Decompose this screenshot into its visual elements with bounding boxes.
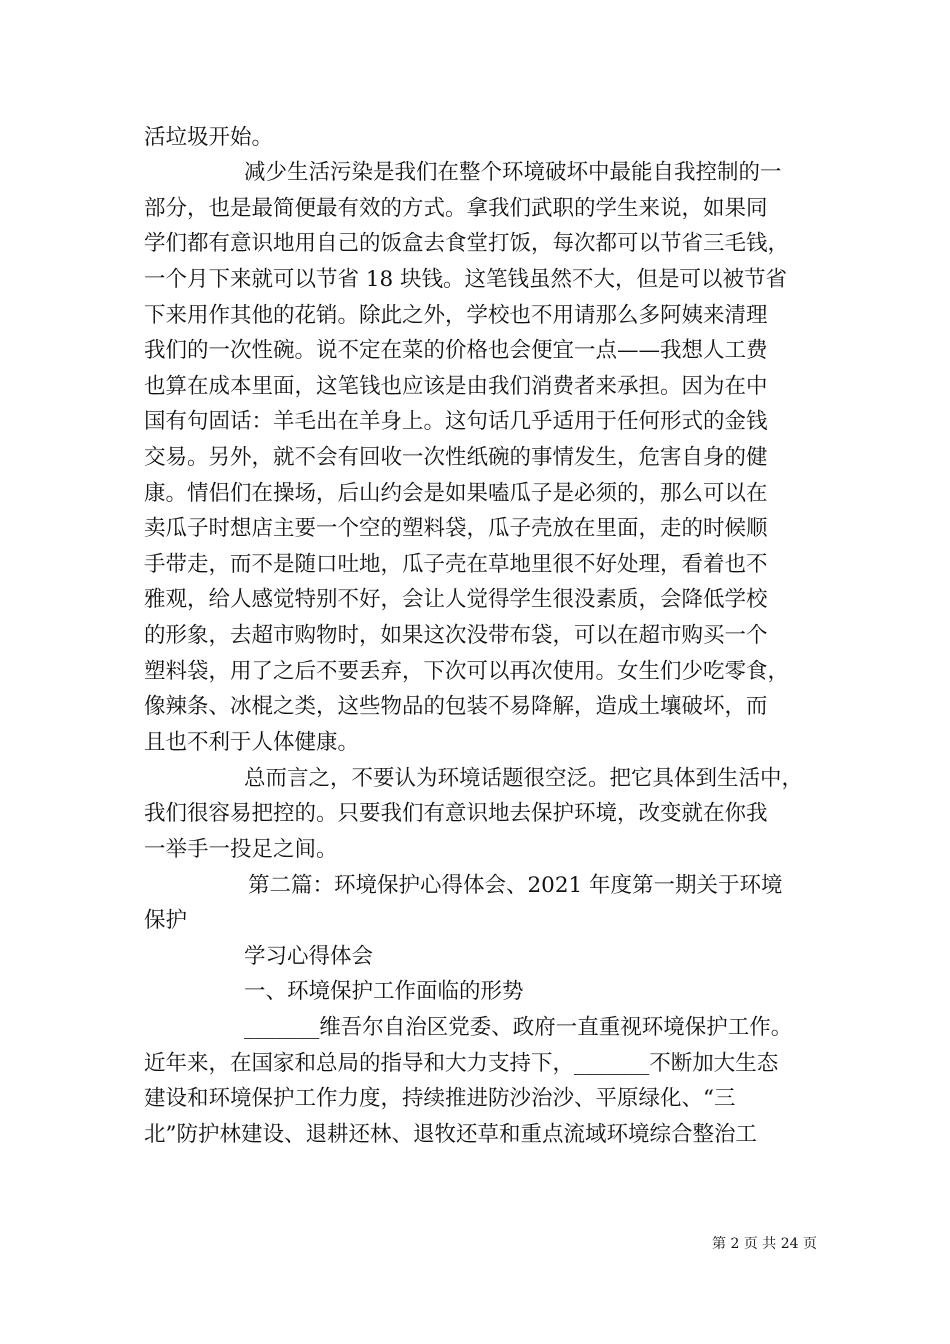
- text-line: 且也不利于人体健康。: [144, 730, 360, 755]
- text-line: 塑料袋，用了之后不要丢弃，下次可以再次使用。女生们少吃零食，: [144, 659, 790, 684]
- text-line: 学们都有意识地用自己的饭盒去食堂打饭，每次都可以节省三毛钱，: [144, 231, 790, 256]
- text-line: 我们很容易把控的。只要我们有意识地去保护环境，改变就在你我: [144, 801, 768, 826]
- text-line: 像辣条、冰棍之类，这些物品的包装不易降解，造成土壤破坏，而: [144, 694, 768, 719]
- text-line: 下来用作其他的花销。除此之外，学校也不用请那么多阿姨来清理: [144, 303, 768, 328]
- text-line: 一举手一投足之间。: [144, 837, 338, 862]
- text-line: 一个月下来就可以节省 18 块钱。这笔钱虽然不大，但是可以被节省: [144, 267, 788, 292]
- section-heading: 第二篇：环境保护心得体会、2021 年度第一期关于环境: [248, 873, 783, 898]
- section-heading: 一、环境保护工作面临的形势: [244, 979, 524, 1004]
- text-line: 我们的一次性碗。说不定在菜的价格也会便宜一点——我想人工费: [144, 338, 768, 363]
- section-heading: 学习心得体会: [244, 944, 374, 969]
- text-line: 总而言之，不要认为环境话题很空泛。把它具体到生活中，: [244, 766, 804, 791]
- text-line: 雅观，给人感觉特别不好，会让人觉得学生很没素质，会降低学校: [144, 587, 768, 612]
- text-line: 的形象，去超市购物时，如果这次没带布袋，可以在超市购买一个: [144, 623, 768, 648]
- text-line: 部分，也是最简便最有效的方式。拿我们武职的学生来说，如果同: [144, 196, 768, 221]
- section-heading: 保护: [144, 908, 188, 933]
- text-line: 北”防护林建设、退耕还林、退牧还草和重点流域环境综合整治工: [144, 1122, 757, 1147]
- text-line: 手带走，而不是随口吐地，瓜子壳在草地里很不好处理，看着也不: [144, 552, 768, 577]
- text-line: 康。情侣们在操场，后山约会是如果嗑瓜子是必须的，那么可以在: [144, 481, 768, 506]
- text-line: 近年来，在国家和总局的指导和大力支持下，_______不断加大生态: [144, 1051, 779, 1076]
- text-line: 交易。另外，就不会有回收一次性纸碗的事情发生，危害自身的健: [144, 445, 768, 470]
- text-line: 卖瓜子时想店主要一个空的塑料袋，瓜子壳放在里面，走的时候顺: [144, 516, 768, 541]
- text-line: 也算在成本里面，这笔钱也应该是由我们消费者来承担。因为在中: [144, 374, 768, 399]
- text-line: 国有句固话：羊毛出在羊身上。这句话几乎适用于任何形式的金钱: [144, 409, 768, 434]
- text-line: 减少生活污染是我们在整个环境破坏中最能自我控制的一: [244, 160, 782, 185]
- text-line: 活垃圾开始。: [144, 125, 274, 150]
- text-line: _______维吾尔自治区党委、政府一直重视环境保护工作。: [244, 1015, 793, 1040]
- page-number-footer: 第 2 页 共 24 页: [712, 1236, 817, 1252]
- text-line: 建设和环境保护工作力度，持续推进防沙治沙、平原绿化、“三: [144, 1086, 736, 1111]
